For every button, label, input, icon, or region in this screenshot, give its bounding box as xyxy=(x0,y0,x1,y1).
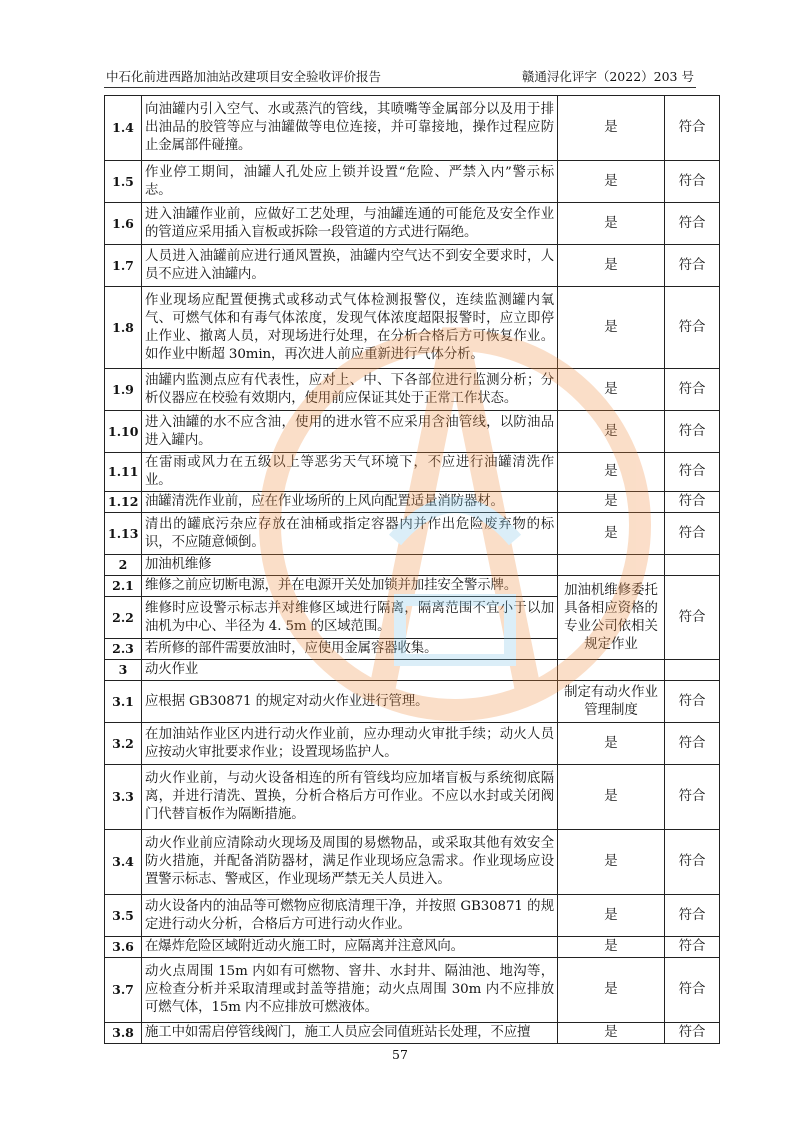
row-description: 向油罐内引入空气、水或蒸汽的管线，其喷嘴等金属部分以及用于排出油品的胶管等应与油罐做等电位连接，并可靠接地，操作过程应防止金属部件碰撞。 xyxy=(142,96,558,161)
merged-result: 加油机维修委托具备相应资格的专业公司依相关规定作业 xyxy=(558,576,665,660)
row-description: 在加油站作业区内进行动火作业前，应办理动火审批手续；动火人员应按动火审批要求作业；设置现场监护人。 xyxy=(142,723,558,765)
row-description: 在雷雨或风力在五级以上等恶劣天气环境下，不应进行油罐清洗作业。 xyxy=(142,453,558,492)
table-row xyxy=(105,958,720,1023)
row-number: 1.4 xyxy=(105,96,142,161)
row-description: 动火点周围 15m 内如有可燃物、窨井、水封井、隔油池、地沟等，应检查分析并采取清理或封盖等措施；动火点周围 30m 内不应排放可燃气体，15m 内不应排放可燃液体。 xyxy=(142,958,558,1023)
row-description: 人员进入油罐前应进行通风置换，油罐内空气达不到安全要求时，人员不应进入油罐内。 xyxy=(142,245,558,287)
report-title: 中石化前进西路加油站改建项目安全验收评价报告 xyxy=(106,69,382,84)
page-number: 57 xyxy=(392,1047,408,1062)
table-row xyxy=(105,937,720,958)
row-description: 进入油罐作业前，应做好工艺处理，与油罐连通的可能危及安全作业的管道应采用插入盲板或拆除一段管道的方式进行隔绝。 xyxy=(142,203,558,245)
row-result: 制定有动火作业管理制度 xyxy=(558,681,665,723)
row-result: 是 xyxy=(558,830,665,895)
row-description: 若所修的部件需要放油时，应使用金属容器收集。 xyxy=(142,639,558,660)
row-number: 3.7 xyxy=(105,958,142,1023)
row-result: 是 xyxy=(558,1023,665,1044)
row-number: 1.8 xyxy=(105,287,142,369)
table-row xyxy=(105,895,720,937)
row-number: 1.5 xyxy=(105,161,142,203)
row-description: 油罐清洗作业前，应在作业场所的上风向配置适量消防器材。 xyxy=(142,492,558,513)
table-row xyxy=(105,723,720,765)
row-description: 应根据 GB30871 的规定对动火作业进行管理。 xyxy=(142,681,558,723)
table-row xyxy=(105,411,720,453)
row-description: 施工中如需启停管线阀门，施工人员应会同值班站长处理，不应擅 xyxy=(142,1023,558,1044)
section-header-row xyxy=(105,660,720,681)
row-conclusion: 符合 xyxy=(665,161,720,203)
table-row xyxy=(105,576,720,597)
row-result: 是 xyxy=(558,895,665,937)
row-number: 1.6 xyxy=(105,203,142,245)
row-number: 1.7 xyxy=(105,245,142,287)
row-result: 是 xyxy=(558,723,665,765)
row-result: 是 xyxy=(558,513,665,555)
table-row xyxy=(105,492,720,513)
table-row xyxy=(105,830,720,895)
row-conclusion: 符合 xyxy=(665,513,720,555)
row-result: 是 xyxy=(558,411,665,453)
row-number: 3.6 xyxy=(105,937,142,958)
row-result: 是 xyxy=(558,245,665,287)
row-conclusion: 符合 xyxy=(665,765,720,830)
table-row xyxy=(105,96,720,161)
row-description: 维修之前应切断电源，并在电源开关处加锁并加挂安全警示牌。 xyxy=(142,576,558,597)
row-description: 作业现场应配置便携式或移动式气体检测报警仪，连续监测罐内氧气、可燃气体和有毒气体浓度，发现气体浓度超限报警时，应立即停止作业、撤离人员，对现场进行处理，在分析合格后方可恢复作业。如作业中断超 30min，再次进人前应重新进行气体分析。 xyxy=(142,287,558,369)
row-description: 作业停工期间，油罐人孔处应上锁并设置“危险、严禁入内”警示标志。 xyxy=(142,161,558,203)
row-number: 1.9 xyxy=(105,369,142,411)
row-result: 是 xyxy=(558,492,665,513)
table-row xyxy=(105,681,720,723)
row-conclusion: 符合 xyxy=(665,830,720,895)
row-conclusion: 符合 xyxy=(665,937,720,958)
section-number: 2 xyxy=(105,555,142,576)
row-number: 3.4 xyxy=(105,830,142,895)
section-title: 动火作业 xyxy=(142,660,558,681)
row-result: 是 xyxy=(558,203,665,245)
row-result: 是 xyxy=(558,287,665,369)
table-row xyxy=(105,1023,720,1044)
row-conclusion: 符合 xyxy=(665,96,720,161)
row-description: 动火作业前应清除动火现场及周围的易燃物品，或采取其他有效安全防火措施，并配备消防器材，满足作业现场应急需求。作业现场应设置警示标志、警戒区，作业现场严禁无关人员进入。 xyxy=(142,830,558,895)
row-description: 清出的罐底污杂应存放在油桶或指定容器内并作出危险废弃物的标识，不应随意倾倒。 xyxy=(142,513,558,555)
merged-conclusion: 符合 xyxy=(665,576,720,660)
row-conclusion: 符合 xyxy=(665,1023,720,1044)
page-header xyxy=(104,65,696,88)
row-description: 动火作业前，与动火设备相连的所有管线均应加堵盲板与系统彻底隔离，并进行清洗、置换，分析合格后方可作业。不应以水封或关闭阀门代替盲板作为隔断措施。 xyxy=(142,765,558,830)
row-description: 油罐内监测点应有代表性，应对上、中、下各部位进行监测分析；分析仪器应在校验有效期内，使用前应保证其处于正常工作状态。 xyxy=(142,369,558,411)
row-result: 是 xyxy=(558,765,665,830)
row-number: 2.1 xyxy=(105,576,142,597)
row-result: 是 xyxy=(558,369,665,411)
row-number: 1.12 xyxy=(105,492,142,513)
row-description: 在爆炸危险区域附近动火施工时，应隔离并注意风向。 xyxy=(142,937,558,958)
table-row xyxy=(105,513,720,555)
row-result: 是 xyxy=(558,958,665,1023)
row-number: 3.2 xyxy=(105,723,142,765)
row-conclusion: 符合 xyxy=(665,681,720,723)
row-number: 3.8 xyxy=(105,1023,142,1044)
row-description: 维修时应设警示标志并对维修区域进行隔离，隔离范围不宜小于以加油机为中心、半径为 4. 5m 的区域范围。 xyxy=(142,597,558,639)
row-description: 进入油罐的水不应含油，使用的进水管不应采用含油管线，以防油品进入罐内。 xyxy=(142,411,558,453)
table-row xyxy=(105,369,720,411)
table-row xyxy=(105,245,720,287)
row-conclusion: 符合 xyxy=(665,245,720,287)
row-result: 是 xyxy=(558,161,665,203)
row-number: 3.3 xyxy=(105,765,142,830)
table-row xyxy=(105,453,720,492)
row-conclusion: 符合 xyxy=(665,203,720,245)
table-row xyxy=(105,765,720,830)
section-title: 加油机维修 xyxy=(142,555,558,576)
table-row xyxy=(105,161,720,203)
section-header-row xyxy=(105,555,720,576)
row-result: 是 xyxy=(558,453,665,492)
row-conclusion: 符合 xyxy=(665,287,720,369)
row-conclusion: 符合 xyxy=(665,723,720,765)
row-number: 1.10 xyxy=(105,411,142,453)
row-description: 动火设备内的油品等可燃物应彻底清理干净，并按照 GB30871 的规定进行动火分析，合格后方可进行动火作业。 xyxy=(142,895,558,937)
row-conclusion: 符合 xyxy=(665,895,720,937)
row-conclusion: 符合 xyxy=(665,453,720,492)
row-conclusion: 符合 xyxy=(665,369,720,411)
row-number: 1.13 xyxy=(105,513,142,555)
report-ref-number: 赣通浔化评字（2022）203 号 xyxy=(521,69,694,84)
row-number: 2.3 xyxy=(105,639,142,660)
row-conclusion: 符合 xyxy=(665,492,720,513)
row-number: 1.11 xyxy=(105,453,142,492)
section-number: 3 xyxy=(105,660,142,681)
table-row xyxy=(105,203,720,245)
table-row xyxy=(105,287,720,369)
row-number: 2.2 xyxy=(105,597,142,639)
row-conclusion: 符合 xyxy=(665,411,720,453)
row-conclusion: 符合 xyxy=(665,958,720,1023)
checklist-table xyxy=(104,95,720,1044)
row-result: 是 xyxy=(558,96,665,161)
row-result: 是 xyxy=(558,937,665,958)
row-number: 3.1 xyxy=(105,681,142,723)
row-number: 3.5 xyxy=(105,895,142,937)
